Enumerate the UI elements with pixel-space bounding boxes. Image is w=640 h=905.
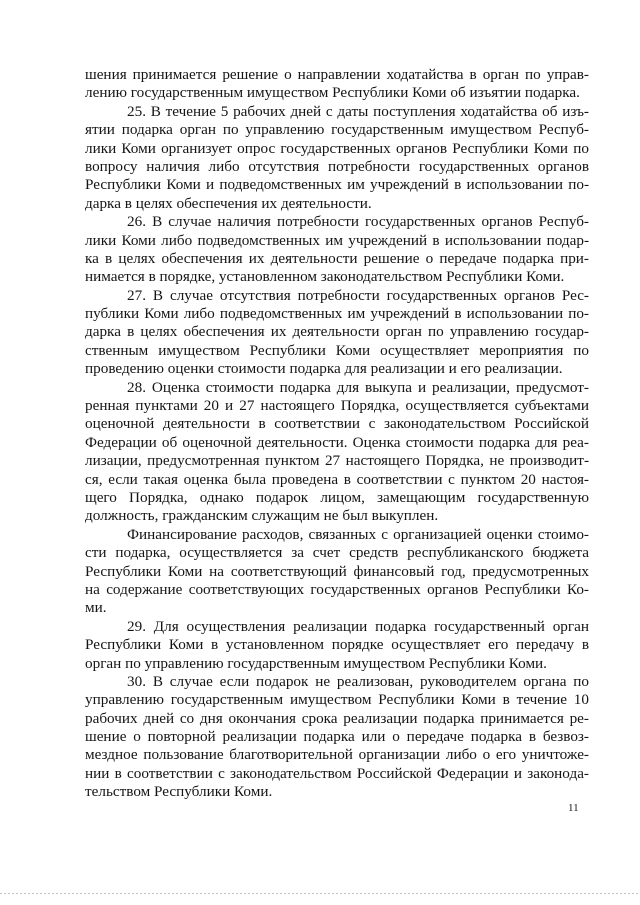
text-line: нии в соответствии с законодательством Российской Федерации и законода- xyxy=(85,764,589,782)
text-line: ка в целях обеспечения их деятельности решение о передаче подарка при- xyxy=(85,249,589,267)
text-line: ся, если такая оценка была проведена в соответствии с пунктом 20 настоя- xyxy=(85,470,589,488)
text-line: вопросу наличия либо отсутствия потребности государственных органов xyxy=(85,157,589,175)
text-line: ми. xyxy=(85,599,107,617)
text-line: 27. В случае отсутствия потребности государственных органов Рес- xyxy=(127,286,589,304)
footer-rule xyxy=(0,893,640,894)
text-line: управлению государственным имуществом Республики Коми в течение 10 xyxy=(85,691,589,709)
text-line: Финансирование расходов, связанных с организацией оценки стоимо- xyxy=(127,525,589,543)
text-line: должность, гражданским служащим не был выкуплен. xyxy=(85,507,439,525)
text-line: ственным имуществом Республики Коми осуществляет мероприятия по xyxy=(85,341,589,359)
text-line: орган по управлению государственным имуществом Республики Коми. xyxy=(85,654,547,672)
text-line: дарка в целях обеспечения их деятельности орган по управлению государ- xyxy=(85,323,589,341)
text-line: щего Порядка, однако подарок лицом, замещающим государственную xyxy=(85,488,589,506)
text-line: тельством Республики Коми. xyxy=(85,783,273,801)
text-line: рабочих дней со дня окончания срока реализации подарка принимается ре- xyxy=(85,709,589,727)
text-line: Республики Коми в установленном порядке осуществляет его передачу в xyxy=(85,636,589,654)
text-line: оценочной деятельности в соответствии с законодательством Российской xyxy=(85,415,589,433)
text-line: ренная пунктами 20 и 27 настоящего Порядка, осуществляется субъектами xyxy=(85,397,589,415)
text-line: на содержание соответствующих государственных органов Республики Ко- xyxy=(85,580,589,598)
text-line: нимается в порядке, установленном законодательством Республики Коми. xyxy=(85,268,565,286)
text-line: Республики Коми и подведомственных им учреждений в использовании по- xyxy=(85,176,589,194)
text-line: мездное пользование благотворительной организации либо о его уничтоже- xyxy=(85,746,589,764)
text-line: Федерации об оценочной деятельности. Оценка стоимости подарка для реа- xyxy=(85,433,589,451)
text-line: лизации, предусмотренная пунктом 27 настоящего Порядка, не производит- xyxy=(85,452,589,470)
text-line: сти подарка, осуществляется за счет средств республиканского бюджета xyxy=(85,544,589,562)
text-line: лению государственным имуществом Республики Коми об изъятии подарка. xyxy=(85,84,580,102)
text-line: ятии подарка орган по управлению государственным имуществом Респуб- xyxy=(85,121,589,139)
text-line: 28. Оценка стоимости подарка для выкупа и реализации, предусмот- xyxy=(127,378,589,396)
text-line: публики Коми либо подведомственных им учреждений в использовании по- xyxy=(85,305,589,323)
text-line: 29. Для осуществления реализации подарка государственный орган xyxy=(127,617,589,635)
text-line: 30. В случае если подарок не реализован, руководителем органа по xyxy=(127,672,589,690)
text-line: проведению оценки стоимости подарка для реализации и его реализации. xyxy=(85,360,563,378)
text-line: шение о повторной реализации подарка или о передаче подарка в безвоз- xyxy=(85,728,589,746)
text-line: шения принимается решение о направлении ходатайства в орган по управ- xyxy=(85,66,589,83)
text-line: 25. В течение 5 рабочих дней с даты поступления ходатайства об изъ- xyxy=(127,102,589,120)
text-line: дарка в целях обеспечения их деятельности. xyxy=(85,194,372,212)
text-line: 26. В случае наличия потребности государственных органов Респуб- xyxy=(127,213,589,231)
page-number: 11 xyxy=(568,802,579,814)
text-line: лики Коми организует опрос государственных органов Республики Коми по xyxy=(85,139,589,157)
body-text xyxy=(85,66,589,802)
text-line: лики Коми либо подведомственных им учреждений в использовании подар- xyxy=(85,231,589,249)
text-line: Республики Коми на соответствующий финансовый год, предусмотренных xyxy=(85,562,589,580)
